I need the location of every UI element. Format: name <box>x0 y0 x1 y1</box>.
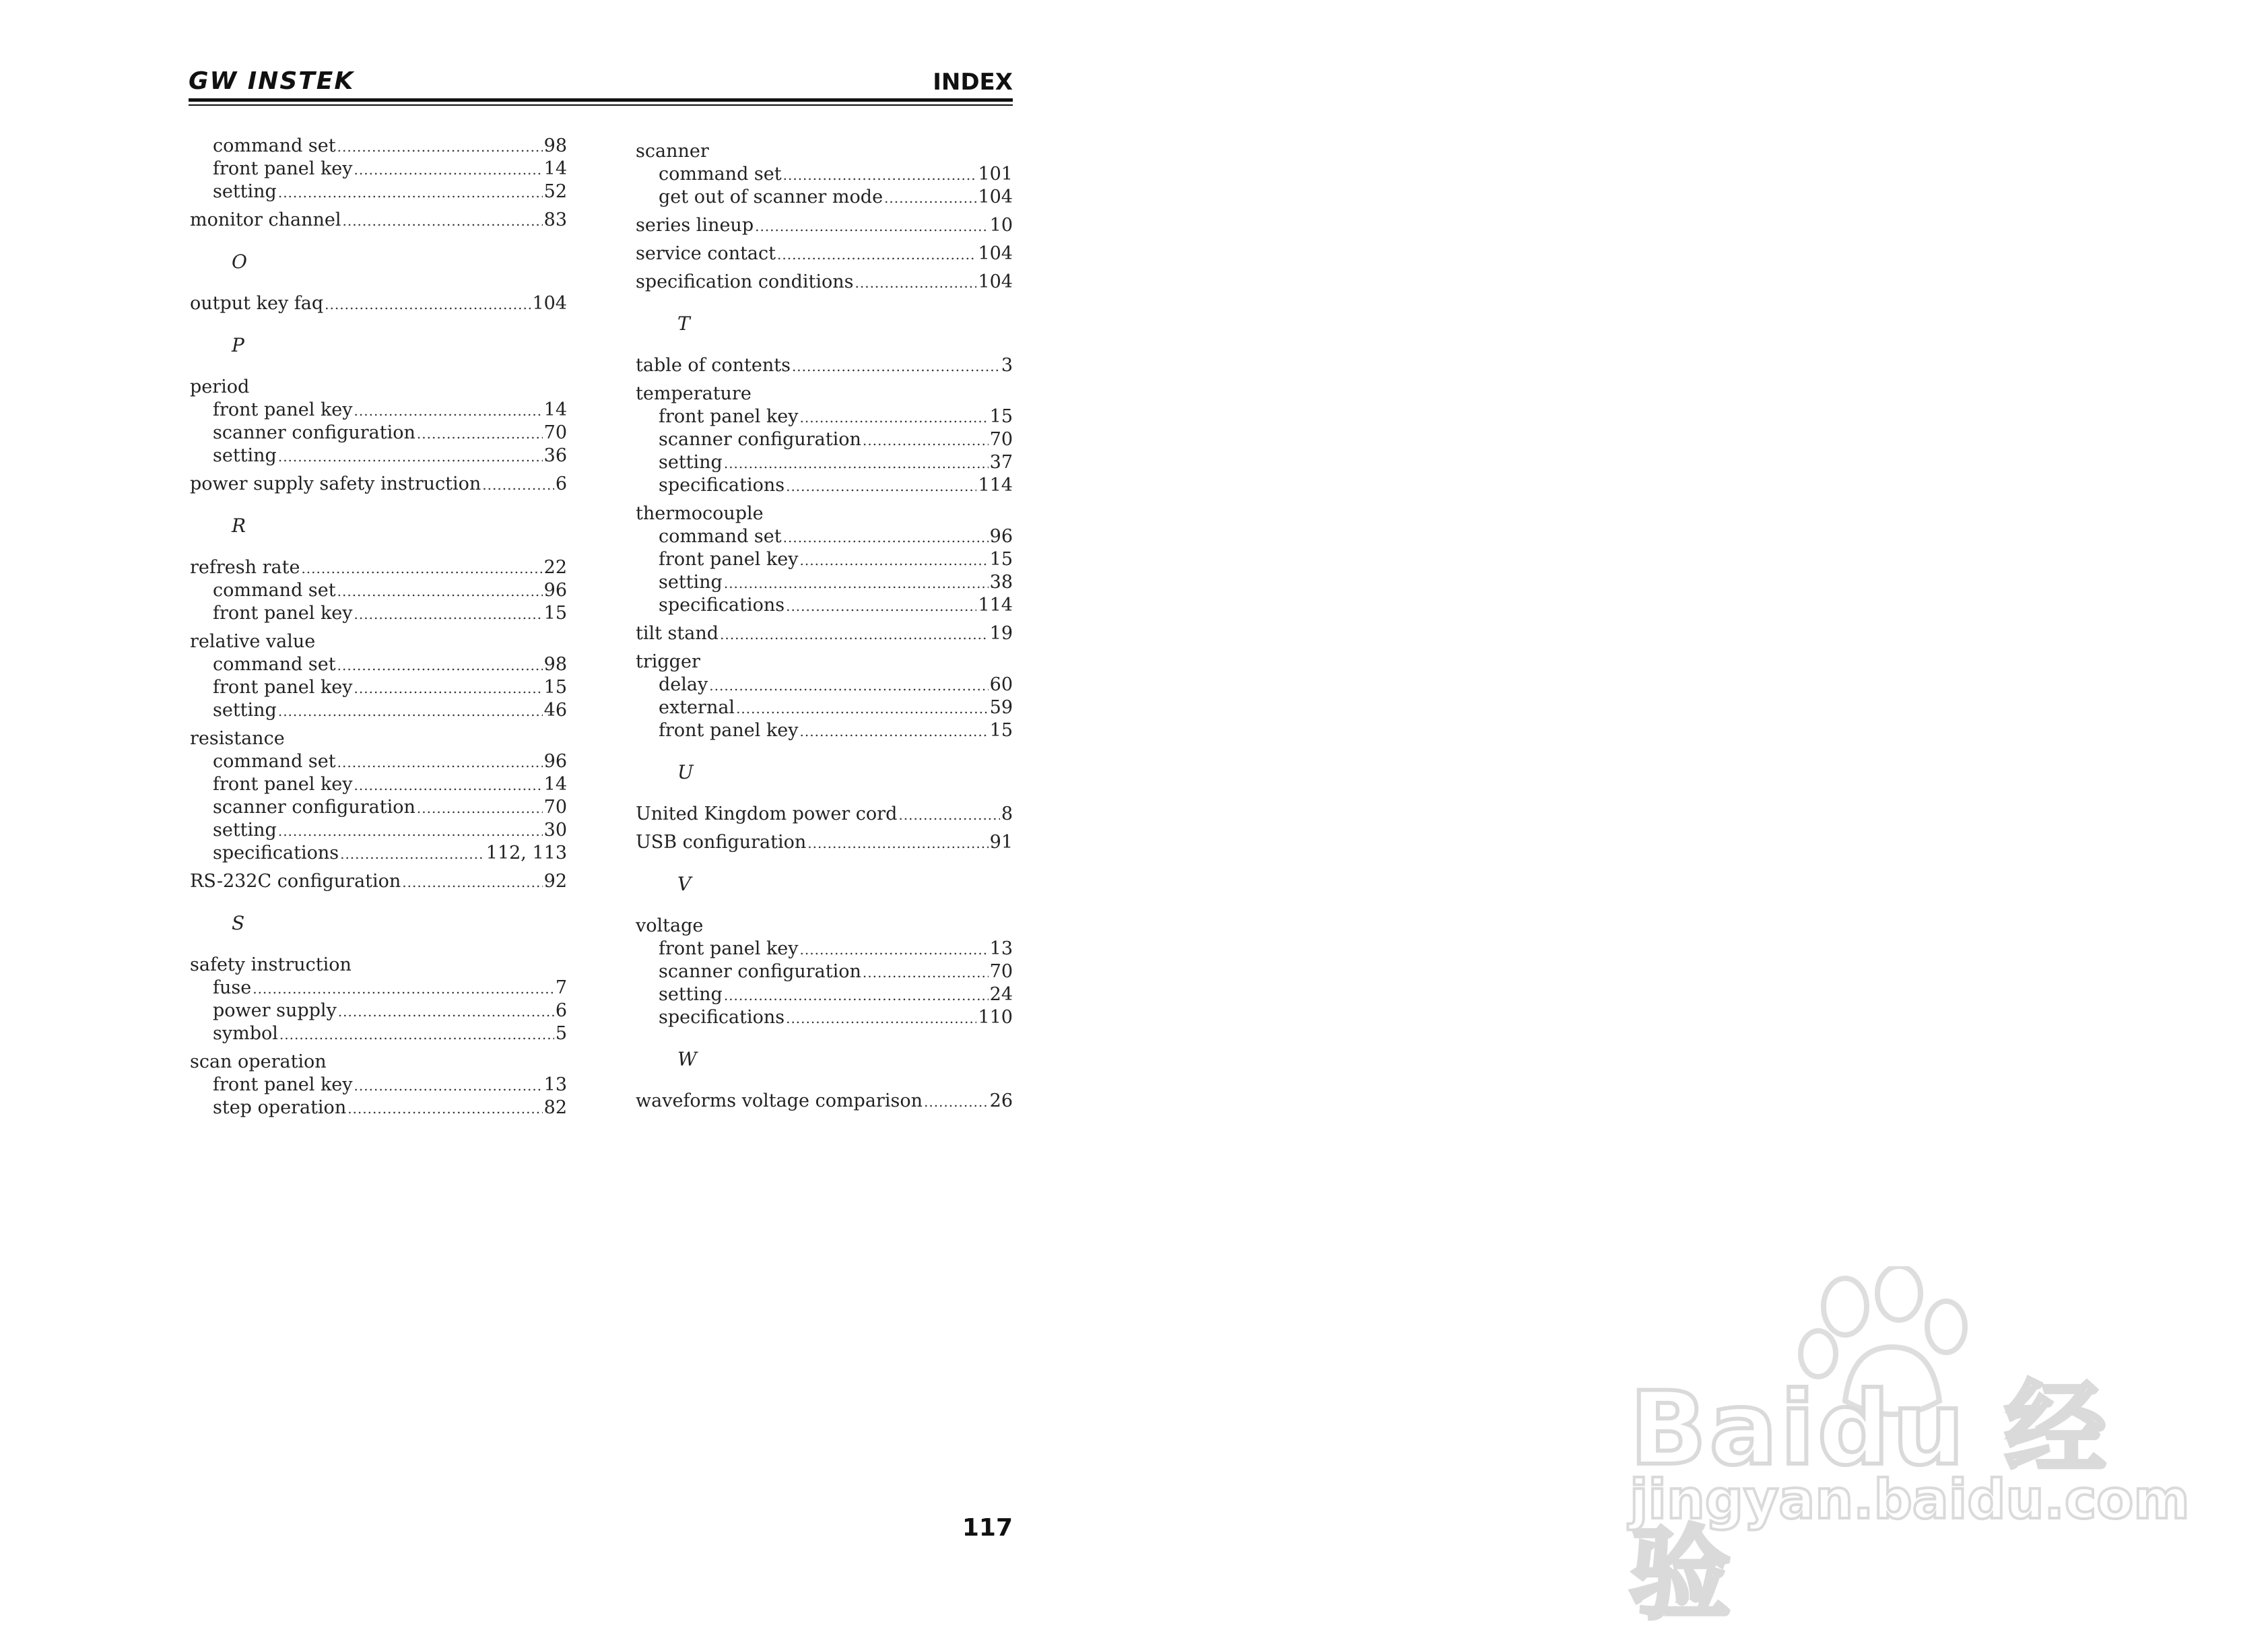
dot-leader <box>417 797 543 820</box>
entry-page-number: 104 <box>532 293 567 314</box>
dot-leader <box>786 1007 976 1030</box>
index-entry <box>636 354 1013 377</box>
entry-label: USB configuration <box>636 832 807 853</box>
entry-label: step operation <box>213 1097 347 1118</box>
entry-page-number: 15 <box>989 406 1013 427</box>
index-entry <box>636 1090 1013 1113</box>
dot-leader <box>792 355 1000 378</box>
entry-page-number: 19 <box>989 623 1013 644</box>
entry-label: setting <box>659 452 723 473</box>
dot-leader <box>800 938 989 961</box>
entry-page-number: 13 <box>989 938 1013 959</box>
entry-page-number: 114 <box>978 475 1013 496</box>
brand-logo: GW INSTEK <box>189 67 355 95</box>
index-letter-heading: O <box>232 251 247 273</box>
entry-page-number: 96 <box>989 526 1013 547</box>
dot-leader <box>325 293 531 316</box>
index-subentry <box>190 158 567 181</box>
entry-label: front panel key <box>659 938 799 959</box>
entry-label: front panel key <box>213 677 353 698</box>
dot-leader <box>279 1023 554 1046</box>
entry-label: waveforms voltage comparison <box>636 1090 923 1111</box>
dot-leader <box>354 774 543 797</box>
index-entry <box>636 651 1013 674</box>
index-subentry <box>636 548 1013 571</box>
entry-label: symbol <box>213 1023 278 1044</box>
entry-page-number: 3 <box>1001 355 1013 376</box>
entry-label: command set <box>659 164 782 185</box>
dot-leader <box>863 429 989 452</box>
index-entry <box>190 630 567 653</box>
index-subentry <box>190 135 567 158</box>
entry-page-number: 13 <box>543 1074 567 1095</box>
dot-leader <box>898 804 999 826</box>
index-entry <box>190 556 567 579</box>
entry-page-number: 96 <box>543 580 567 601</box>
index-subentry <box>190 977 567 1000</box>
index-subentry <box>636 405 1013 428</box>
entry-page-number: 110 <box>978 1007 1013 1028</box>
dot-leader <box>783 164 977 187</box>
index-letter-heading: R <box>232 515 246 537</box>
entry-label: command set <box>213 580 336 601</box>
dot-leader <box>855 271 977 294</box>
index-subentry <box>636 186 1013 209</box>
entry-label: thermocouple <box>636 503 764 524</box>
entry-page-number: 70 <box>543 422 567 443</box>
dot-leader <box>340 843 485 865</box>
entry-page-number: 14 <box>543 158 567 179</box>
entry-label: scan operation <box>190 1051 327 1072</box>
dot-leader <box>278 181 543 204</box>
entry-label: specifications <box>659 595 785 616</box>
section-title: INDEX <box>933 69 1013 96</box>
dot-leader <box>783 526 989 549</box>
dot-leader <box>354 1074 543 1097</box>
entry-page-number: 8 <box>1001 804 1013 824</box>
dot-leader <box>924 1090 989 1113</box>
entry-label: front panel key <box>659 406 799 427</box>
index-entry <box>636 242 1013 265</box>
entry-label: tilt stand <box>636 623 719 644</box>
entry-label: command set <box>213 654 336 675</box>
entry-page-number: 112, 113 <box>486 843 567 863</box>
entry-page-number: 14 <box>543 774 567 795</box>
index-subentry <box>190 819 567 842</box>
entry-label: scanner configuration <box>659 429 861 450</box>
index-column-left <box>190 135 567 1119</box>
index-subentry <box>190 653 567 676</box>
index-subentry <box>190 750 567 773</box>
entry-page-number: 15 <box>989 720 1013 741</box>
dot-leader <box>724 452 989 475</box>
index-entry <box>636 502 1013 525</box>
entry-label: voltage <box>636 915 704 936</box>
entry-page-number: 26 <box>989 1090 1013 1111</box>
index-entry <box>636 622 1013 645</box>
index-letter-heading: P <box>232 334 244 356</box>
entry-label: front panel key <box>213 399 353 420</box>
dot-leader <box>724 984 989 1007</box>
entry-label: resistance <box>190 728 285 749</box>
index-subentry <box>190 422 567 445</box>
entry-page-number: 70 <box>543 797 567 818</box>
dot-leader <box>402 871 542 894</box>
page-header <box>189 67 1013 108</box>
dot-leader <box>253 977 554 1000</box>
dot-leader <box>863 961 989 984</box>
index-entry <box>190 870 567 893</box>
index-subentry <box>190 579 567 602</box>
entry-label: scanner <box>636 141 709 162</box>
entry-label: output key faq <box>190 293 324 314</box>
index-entry <box>636 214 1013 237</box>
entry-label: safety instruction <box>190 954 352 975</box>
dot-leader <box>354 399 543 422</box>
entry-label: relative value <box>190 631 316 652</box>
index-subentry <box>636 428 1013 451</box>
dot-leader <box>720 623 989 646</box>
watermark <box>1630 1266 2190 1633</box>
index-letter-heading: W <box>677 1048 697 1070</box>
index-subentry <box>190 842 567 865</box>
index-letter-heading: S <box>232 912 245 934</box>
entry-label: command set <box>659 526 782 547</box>
index-entry <box>636 271 1013 294</box>
entry-label: temperature <box>636 383 752 404</box>
dot-leader <box>724 572 989 595</box>
header-rule-thin <box>189 104 1013 106</box>
entry-label: front panel key <box>659 549 799 570</box>
entry-label: service contact <box>636 243 776 264</box>
dot-leader <box>800 406 989 429</box>
index-subentry <box>190 1022 567 1045</box>
index-letter-heading: V <box>677 873 692 895</box>
entry-page-number: 59 <box>989 697 1013 718</box>
watermark-brand: Baidu 经验 <box>1630 1371 2109 1633</box>
entry-page-number: 14 <box>543 399 567 420</box>
index-entry <box>190 292 567 315</box>
entry-page-number: 104 <box>978 243 1013 264</box>
dot-leader <box>354 603 543 626</box>
entry-label: setting <box>213 820 277 841</box>
dot-leader <box>884 187 976 209</box>
dot-leader <box>347 1097 542 1120</box>
dot-leader <box>301 557 542 580</box>
entry-page-number: 60 <box>989 674 1013 695</box>
entry-page-number: 70 <box>989 429 1013 450</box>
dot-leader <box>800 720 989 743</box>
entry-label: setting <box>659 984 723 1005</box>
entry-label: power supply <box>213 1000 337 1021</box>
page-number: 117 <box>962 1514 1013 1542</box>
dot-leader <box>736 697 989 720</box>
entry-label: front panel key <box>213 1074 353 1095</box>
entry-label: period <box>190 376 250 397</box>
index-subentry <box>636 525 1013 548</box>
entry-page-number: 36 <box>543 445 567 466</box>
entry-label: power supply safety instruction <box>190 473 481 494</box>
entry-label: front panel key <box>213 603 353 624</box>
entry-page-number: 46 <box>543 700 567 721</box>
entry-page-number: 98 <box>543 135 567 156</box>
entry-page-number: 98 <box>543 654 567 675</box>
entry-page-number: 83 <box>543 209 567 230</box>
entry-label: front panel key <box>659 720 799 741</box>
index-subentry <box>636 594 1013 617</box>
entry-label: specifications <box>213 843 339 863</box>
index-subentry <box>190 773 567 796</box>
index-subentry <box>636 719 1013 742</box>
dot-leader <box>337 654 543 677</box>
entry-label: front panel key <box>213 158 353 179</box>
index-subentry <box>636 696 1013 719</box>
dot-leader <box>417 422 543 445</box>
dot-leader <box>777 243 976 266</box>
dot-leader <box>337 751 543 774</box>
index-entry <box>190 954 567 977</box>
index-subentry <box>636 571 1013 594</box>
entry-label: delay <box>659 674 708 695</box>
watermark-url: jingyan.baidu.com <box>1630 1468 2190 1531</box>
entry-page-number: 101 <box>978 164 1013 185</box>
entry-page-number: 7 <box>555 977 567 998</box>
index-entry <box>190 209 567 232</box>
index-subentry <box>190 445 567 467</box>
entry-label: command set <box>213 135 336 156</box>
dot-leader <box>807 832 988 855</box>
entry-label: external <box>659 697 735 718</box>
index-entry <box>190 727 567 750</box>
entry-page-number: 15 <box>543 677 567 698</box>
index-subentry <box>636 938 1013 960</box>
entry-page-number: 10 <box>989 215 1013 236</box>
entry-page-number: 91 <box>989 832 1013 853</box>
entry-page-number: 5 <box>555 1023 567 1044</box>
entry-label: United Kingdom power cord <box>636 804 898 824</box>
dot-leader <box>800 549 989 572</box>
index-subentry <box>190 1096 567 1119</box>
index-subentry <box>190 1000 567 1022</box>
index-entry <box>190 1051 567 1074</box>
entry-label: scanner configuration <box>659 961 861 982</box>
dot-leader <box>338 1000 554 1023</box>
index-entry <box>636 803 1013 826</box>
dot-leader <box>709 674 988 697</box>
dot-leader <box>354 677 543 700</box>
entry-label: setting <box>659 572 723 593</box>
entry-page-number: 6 <box>555 1000 567 1021</box>
entry-label: scanner configuration <box>213 797 415 818</box>
entry-label: RS-232C configuration <box>190 871 401 892</box>
index-entry <box>636 383 1013 405</box>
entry-label: get out of scanner mode <box>659 187 883 207</box>
index-subentry <box>190 699 567 722</box>
index-subentry <box>190 676 567 699</box>
index-entry <box>190 473 567 496</box>
dot-leader <box>337 135 543 158</box>
dot-leader <box>278 820 543 843</box>
index-entry <box>636 831 1013 854</box>
index-entry <box>636 915 1013 938</box>
entry-page-number: 37 <box>989 452 1013 473</box>
entry-label: specification conditions <box>636 271 854 292</box>
entry-page-number: 82 <box>543 1097 567 1118</box>
entry-label: front panel key <box>213 774 353 795</box>
dot-leader <box>278 445 543 468</box>
entry-label: table of contents <box>636 355 791 376</box>
index-subentry <box>190 796 567 819</box>
index-subentry <box>636 474 1013 497</box>
entry-page-number: 96 <box>543 751 567 772</box>
index-subentry <box>190 602 567 625</box>
dot-leader <box>278 700 543 723</box>
entry-label: scanner configuration <box>213 422 415 443</box>
dot-leader <box>354 158 543 181</box>
entry-label: trigger <box>636 651 700 672</box>
index-subentry <box>190 181 567 203</box>
entry-page-number: 15 <box>543 603 567 624</box>
entry-page-number: 30 <box>543 820 567 841</box>
index-column-right <box>636 135 1013 1113</box>
entry-label: monitor channel <box>190 209 341 230</box>
index-subentry <box>190 1074 567 1096</box>
entry-page-number: 38 <box>989 572 1013 593</box>
entry-label: fuse <box>213 977 252 998</box>
entry-page-number: 104 <box>978 271 1013 292</box>
dot-leader <box>755 215 989 238</box>
index-subentry <box>636 163 1013 186</box>
entry-page-number: 92 <box>543 871 567 892</box>
dot-leader <box>342 209 542 232</box>
index-letter-heading: T <box>677 313 690 335</box>
entry-page-number: 24 <box>989 984 1013 1005</box>
index-subentry <box>636 451 1013 474</box>
entry-label: setting <box>213 181 277 202</box>
entry-label: series lineup <box>636 215 754 236</box>
index-entry <box>190 376 567 399</box>
entry-label: setting <box>213 445 277 466</box>
entry-label: specifications <box>659 1007 785 1028</box>
dot-leader <box>482 473 554 496</box>
entry-label: setting <box>213 700 277 721</box>
index-subentry <box>636 983 1013 1006</box>
entry-page-number: 22 <box>543 557 567 578</box>
entry-page-number: 6 <box>555 473 567 494</box>
index-letter-heading: U <box>677 761 694 783</box>
entry-page-number: 52 <box>543 181 567 202</box>
index-entry <box>636 140 1013 163</box>
index-subentry <box>190 399 567 422</box>
entry-label: command set <box>213 751 336 772</box>
dot-leader <box>786 475 976 498</box>
index-subentry <box>636 1006 1013 1029</box>
index-subentry <box>636 960 1013 983</box>
entry-page-number: 70 <box>989 961 1013 982</box>
header-rule-thick <box>189 98 1013 102</box>
index-subentry <box>636 674 1013 696</box>
entry-page-number: 114 <box>978 595 1013 616</box>
entry-label: specifications <box>659 475 785 496</box>
dot-leader <box>786 595 976 618</box>
entry-page-number: 15 <box>989 549 1013 570</box>
entry-label: refresh rate <box>190 557 300 578</box>
dot-leader <box>337 580 543 603</box>
entry-page-number: 104 <box>978 187 1013 207</box>
